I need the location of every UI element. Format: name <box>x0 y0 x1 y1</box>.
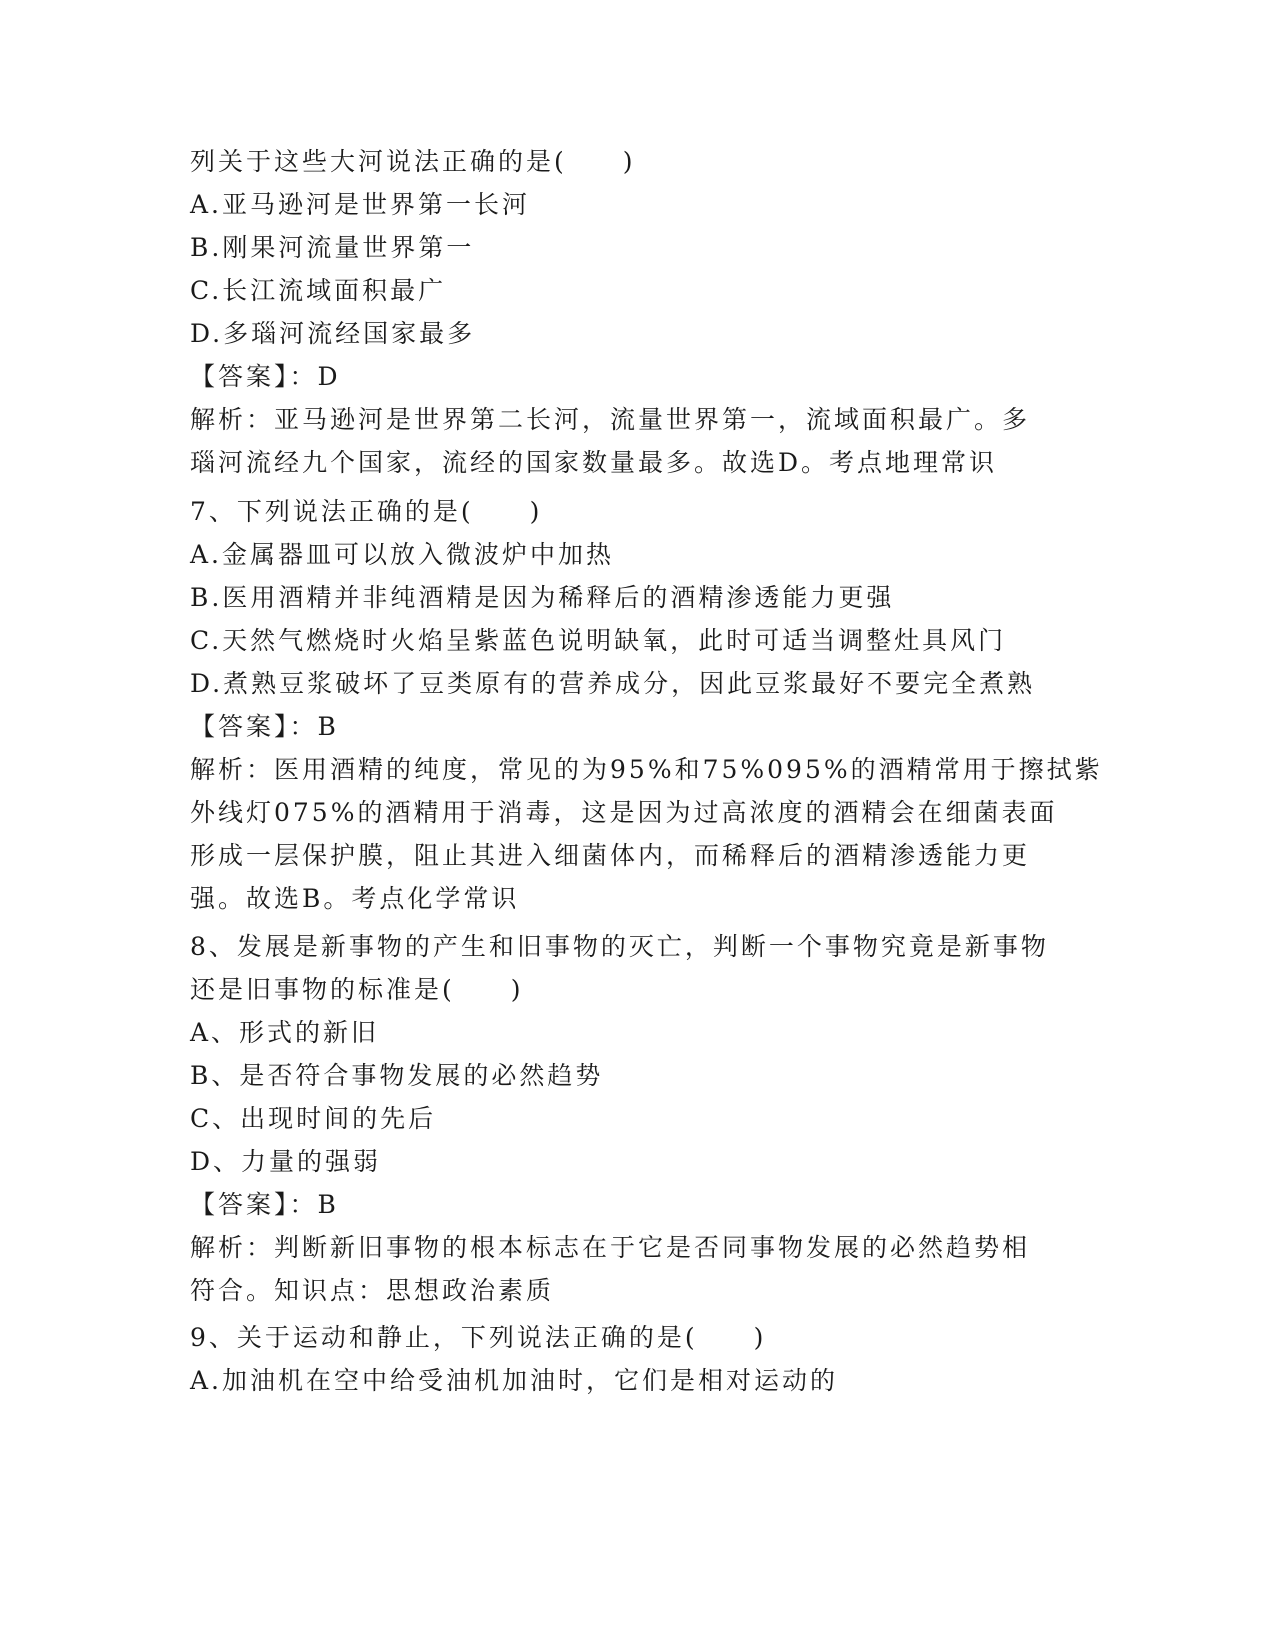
option-c: C、出现时间的先后 <box>190 1104 437 1133</box>
option-d: D.多瑙河流经国家最多 <box>190 319 476 348</box>
answer: 【答案】：B <box>190 712 339 741</box>
question-7 <box>190 490 1103 920</box>
option-a: A、形式的新旧 <box>190 1018 380 1047</box>
question-6 <box>190 140 1090 484</box>
question-stem: 列关于这些大河说法正确的是( ) <box>190 147 636 176</box>
option-d: D、力量的强弱 <box>190 1147 382 1176</box>
option-c: C.天然气燃烧时火焰呈紫蓝色说明缺氧，此时可适当调整灶具风门 <box>190 626 1007 655</box>
analysis-line: 符合。知识点：思想政治素质 <box>190 1276 555 1305</box>
answer: 【答案】：B <box>190 1190 339 1219</box>
answer: 【答案】：D <box>190 362 341 391</box>
option-a: A.金属器皿可以放入微波炉中加热 <box>190 540 615 569</box>
analysis-line: 外线灯075%的酒精用于消毒，这是因为过高浓度的酒精会在细菌表面 <box>190 798 1058 827</box>
option-a: A.亚马逊河是世界第一长河 <box>190 190 531 219</box>
option-b: B、是否符合事物发展的必然趋势 <box>190 1061 604 1090</box>
analysis-line: 瑙河流经九个国家，流经的国家数量最多。故选D。考点地理常识 <box>190 448 998 477</box>
analysis-line: 解析：医用酒精的纯度，常见的为95%和75%095%的酒精常用于擦拭紫 <box>190 755 1103 784</box>
analysis-line: 强。故选B。考点化学常识 <box>190 884 520 913</box>
analysis-line: 解析：判断新旧事物的根本标志在于它是否同事物发展的必然趋势相 <box>190 1233 1031 1262</box>
option-a: A.加油机在空中给受油机加油时，它们是相对运动的 <box>190 1366 839 1395</box>
analysis-line: 形成一层保护膜，阻止其进入细菌体内，而稀释后的酒精渗透能力更 <box>190 841 1031 870</box>
option-d: D.煮熟豆浆破坏了豆类原有的营养成分，因此豆浆最好不要完全煮熟 <box>190 669 1036 698</box>
question-stem: 9、关于运动和静止，下列说法正确的是( ) <box>190 1323 767 1352</box>
option-b: B.刚果河流量世界第一 <box>190 233 475 262</box>
option-b: B.医用酒精并非纯酒精是因为稀释后的酒精渗透能力更强 <box>190 583 895 612</box>
question-8 <box>190 925 1090 1312</box>
question-stem: 还是旧事物的标准是( ) <box>190 975 524 1004</box>
question-stem: 7、下列说法正确的是( ) <box>190 497 543 526</box>
option-c: C.长江流域面积最广 <box>190 276 447 305</box>
question-stem: 8、发展是新事物的产生和旧事物的灭亡，判断一个事物究竟是新事物 <box>190 932 1049 961</box>
analysis-line: 解析：亚马逊河是世界第二长河，流量世界第一，流域面积最广。多 <box>190 405 1031 434</box>
question-9 <box>190 1316 1090 1402</box>
